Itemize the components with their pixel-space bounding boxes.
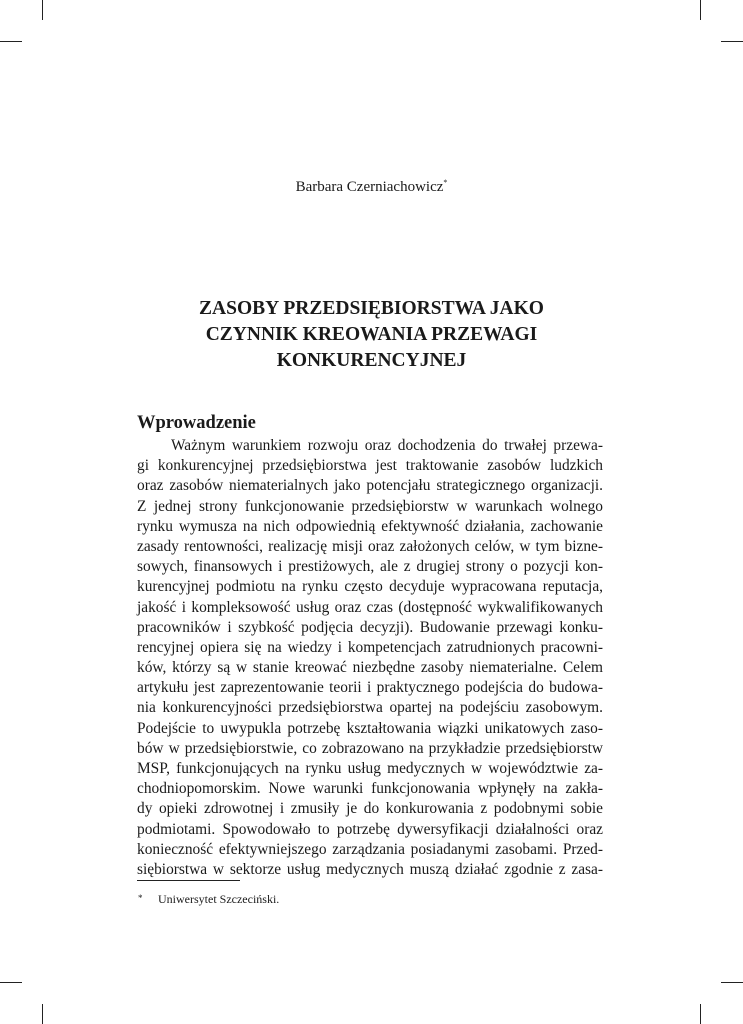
body-line: dy opieki zdrowotnej i zmusiły je do konkurowania z podobnymi sobie [137, 800, 603, 818]
body-line: sowych, finansowych i prestiżowych, ale z drugiej strony o pozycji kon- [137, 558, 603, 576]
body-line: jakość i kompleksowość usług oraz czas (dostępność wykwalifikowanych [137, 598, 603, 616]
body-line: gi konkurencyjnej przedsiębiorstwa jest traktowanie zasobów ludzkich [137, 457, 603, 475]
body-line: zasady rentowności, realizację misji oraz założonych celów, w tym bizne- [137, 537, 603, 555]
body-line: Ważnym warunkiem rozwoju oraz dochodzenia do trwałej przewa- [171, 437, 603, 454]
body-line: podmiotami. Spowodowało to potrzebę dywersyfikacji działalności oraz [137, 820, 603, 838]
body-line: artykułu jest zaprezentowanie teorii i praktycznego podejścia do budowa- [137, 679, 603, 697]
author-name: Barbara Czerniachowicz [295, 179, 444, 195]
body-line: MSP, funkcjonujących na rynku usług medycznych w województwie za- [137, 760, 603, 777]
body-line: bów w przedsiębiorstwie, co zobrazowano na przykładzie przedsiębiorstw [137, 739, 603, 757]
crop-mark-left-top [0, 41, 22, 42]
body-line: rynku wymusza na nich odpowiednią efektywność działania, zachowanie [137, 517, 603, 535]
footnote-separator [137, 880, 240, 881]
crop-mark-top-left [42, 0, 43, 20]
footnote-text: Uniwersytet Szczeciński. [158, 892, 280, 906]
crop-mark-bottom-left [42, 1004, 43, 1024]
title-line: ZASOBY PRZEDSIĘBIORSTWA JAKO [199, 298, 544, 319]
author-footnote-mark: * [443, 178, 448, 187]
crop-mark-top-right [700, 0, 701, 20]
section-heading: Wprowadzenie [137, 413, 256, 433]
body-line: Z jednej strony funkcjonowanie przedsiębiorstw w warunkach wolnego [137, 497, 603, 515]
crop-mark-left-bottom [0, 982, 22, 983]
body-line: kurencyjnej podmiotu na rynku często decyduje wypracowana reputacja, [137, 578, 603, 596]
crop-mark-right-bottom [721, 982, 743, 983]
body-line: Podejście to uwypukla potrzebę kształtowania wiązki unikatowych zaso- [137, 719, 603, 737]
body-line: rencyjnej opiera się na wiedzy i kompetencjach zatrudnionych pracowni- [137, 638, 603, 656]
body-line: nia konkurencyjności przedsiębiorstwa opartej na podejściu zasobowym. [137, 699, 603, 717]
body-line: oraz zasobów niematerialnych jako potencjału strategicznego organizacji. [137, 477, 603, 495]
article-title [0, 296, 743, 374]
body-text [137, 436, 603, 880]
body-line: ków, którzy są w stanie kreować niezbędne zasoby niematerialne. Celem [137, 659, 603, 677]
body-line: siębiorstwa w sektorze usług medycznych muszą działać zgodnie z zasa- [137, 860, 603, 878]
body-line: chodniopomorskim. Nowe warunki funkcjonowania wpłynęły na zakła- [137, 780, 603, 798]
footnote-mark: * [138, 893, 143, 903]
body-line: pracowników i szybkość podjęcia decyzji). Budowanie przewagi konku- [137, 618, 603, 636]
author-line [0, 178, 743, 196]
title-line: CZYNNIK KREOWANIA PRZEWAGI [205, 324, 538, 345]
body-line: konieczność efektywniejszego zarządzania posiadanymi zasobami. Przed- [137, 840, 603, 858]
crop-mark-bottom-right [700, 1004, 701, 1024]
title-line: KONKURENCYJNEJ [276, 350, 467, 371]
crop-mark-right-top [721, 41, 743, 42]
